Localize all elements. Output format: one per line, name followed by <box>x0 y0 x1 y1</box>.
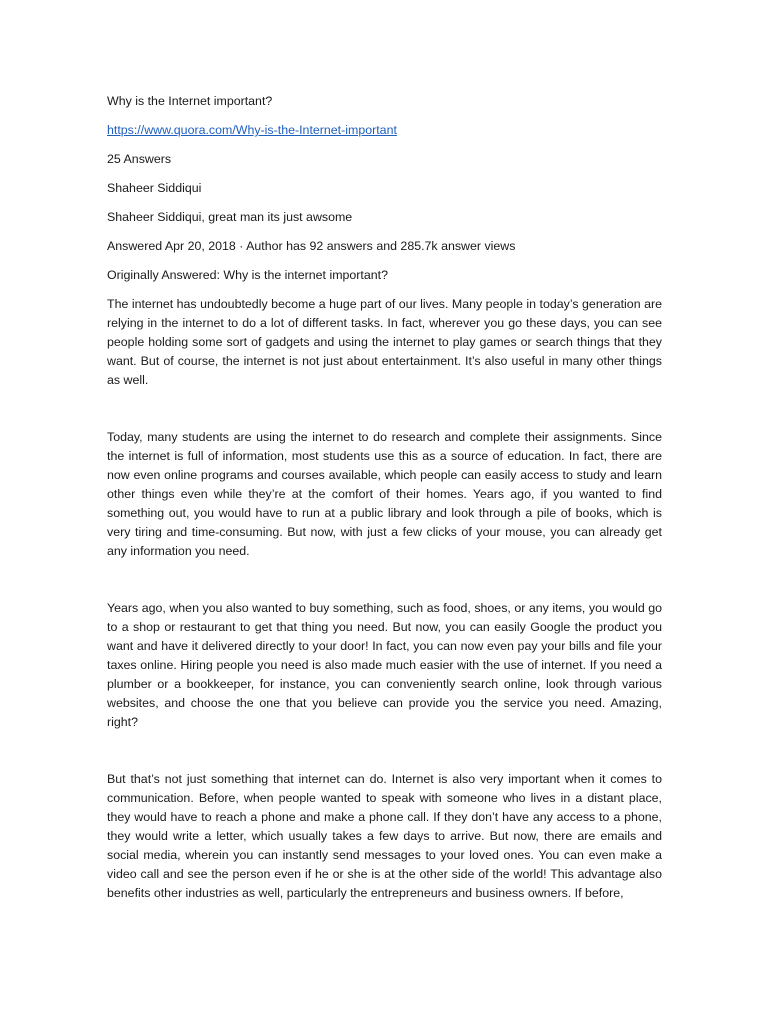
author-tagline: Shaheer Siddiqui, great man its just awsome <box>107 210 353 224</box>
source-link[interactable]: https://www.quora.com/Why-is-the-Internet-important <box>107 123 397 137</box>
body-paragraph-3: Years ago, when you also wanted to buy something, such as food, shoes, or any items, you would go to a shop or restaurant to get that thing you need. But now, you can easily Google the product you want and have it delivered directly to your door! In fact, you can now even pay your bills and file your taxes online. Hiring people you need is also made much easier with the use of internet. If you need a plumber or a bookkeeper, for instance, you can conveniently search online, look through various websites, and choose the one that you believe can provide you the service you need. Amazing, right? <box>107 601 662 729</box>
document-page <box>107 92 662 903</box>
body-paragraph-4: But that’s not just something that internet can do. Internet is also very important when it comes to communication. Before, when people wanted to speak with someone who lives in a distant place, they would have to reach a phone and make a phone call. If they don’t have any access to a phone, they would write a letter, which usually takes a few days to arrive. But now, there are emails and social media, wherein you can instantly send messages to your loved ones. You can even make a video call and see the person even if he or she is at the other side of the world! This advantage also benefits other industries as well, particularly the entrepreneurs and business owners. If before, <box>107 772 662 900</box>
body-paragraph-2: Today, many students are using the internet to do research and complete their assignments. Since the internet is full of information, most students use this as a source of education. In fact, there are now even online programs and courses available, which people can easily access to study and learn other things even while they’re at the comfort of their homes. Years ago, if you wanted to find something out, you would have to run at a public library and look through a pile of books, which is very tiring and time-consuming. But now, with just a few clicks of your mouse, you can already get any information you need. <box>107 430 662 558</box>
originally-answered: Originally Answered: Why is the internet important? <box>107 268 388 282</box>
source-link-line <box>107 121 662 140</box>
author-name: Shaheer Siddiqui <box>107 181 202 195</box>
body-paragraph-1: The internet has undoubtedly become a huge part of our lives. Many people in today’s generation are relying in the internet to do a lot of different tasks. In fact, wherever you go these days, you can see people holding some sort of gadgets and using the internet to play games or search things that they want. But of course, the internet is not just about entertainment. It’s also useful in many other things as well. <box>107 297 662 387</box>
question-title: Why is the Internet important? <box>107 94 273 108</box>
answers-count: 25 Answers <box>107 152 172 166</box>
answered-meta: Answered Apr 20, 2018 · Author has 92 answers and 285.7k answer views <box>107 239 516 253</box>
